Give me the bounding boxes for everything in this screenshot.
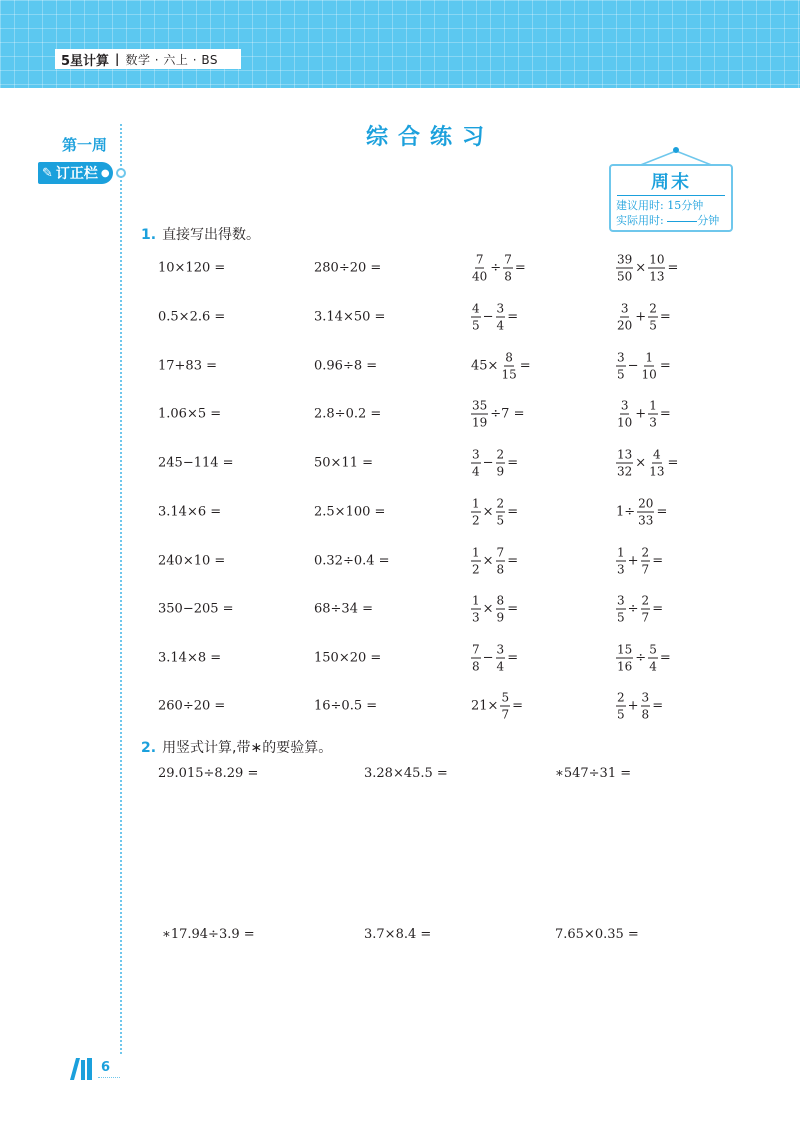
- arithmetic-problem: [470, 351, 532, 382]
- numerator: 3: [496, 301, 505, 316]
- operator: =: [659, 309, 671, 325]
- operator: =: [519, 358, 531, 374]
- operator: +: [627, 553, 639, 569]
- section2-text: 用竖式计算,带∗的要验算。: [162, 740, 333, 756]
- arithmetic-problem: [470, 497, 519, 528]
- numerator: 10: [649, 252, 665, 267]
- arithmetic-problem: [615, 351, 672, 382]
- operator: =: [656, 504, 668, 520]
- dot-icon: ●: [100, 167, 110, 179]
- arithmetic-problem: 150×20 =: [314, 650, 382, 666]
- fraction: [641, 594, 651, 625]
- operator: ×: [482, 504, 494, 520]
- numerator: 35: [472, 398, 488, 413]
- denominator: 40: [472, 269, 488, 284]
- fraction: [641, 546, 651, 577]
- numerator: 1: [645, 350, 653, 365]
- denominator: 5: [496, 513, 505, 528]
- arithmetic-problem: 0.32÷0.4 =: [314, 553, 390, 569]
- arithmetic-problem: 240×10 =: [158, 553, 226, 569]
- arithmetic-problem: 280÷20 =: [314, 260, 382, 276]
- actual-time-unit: 分钟: [697, 214, 720, 227]
- fraction: [648, 448, 665, 479]
- denominator: 5: [617, 367, 625, 382]
- numerator: 7: [504, 252, 512, 267]
- numerator: 39: [617, 252, 633, 267]
- fraction: [616, 399, 633, 430]
- arithmetic-problem: [615, 497, 668, 528]
- numerator: 7: [475, 252, 484, 267]
- arithmetic-problem: [470, 399, 525, 430]
- arithmetic-problem: [470, 691, 524, 722]
- operator: =: [512, 698, 523, 714]
- denominator: 8: [641, 707, 650, 722]
- denominator: 19: [472, 415, 488, 430]
- operator: =: [507, 455, 519, 471]
- card-divider: [617, 195, 725, 196]
- numerator: 2: [617, 690, 625, 705]
- arithmetic-problem: [615, 399, 672, 430]
- section2-number: 2.: [141, 740, 157, 756]
- arithmetic-problem: [615, 448, 679, 479]
- denominator: 8: [472, 659, 480, 674]
- fraction: [496, 546, 506, 577]
- correction-label: 订正栏: [55, 166, 98, 182]
- operator: =: [507, 650, 519, 666]
- brand-subtitle: 数学 · 六上 · BS: [125, 52, 218, 67]
- denominator: 9: [496, 464, 505, 479]
- denominator: 2: [472, 562, 480, 577]
- books-icon: [70, 1058, 96, 1080]
- operator: ×: [635, 455, 647, 471]
- divider-ring: [116, 168, 126, 178]
- arithmetic-problem: [615, 594, 664, 625]
- operator: ÷7 =: [490, 406, 525, 422]
- operator: =: [659, 406, 671, 422]
- actual-time-label: 实际用时:: [616, 214, 668, 227]
- operator: ×: [482, 553, 494, 569]
- arithmetic-problem: 260÷20 =: [158, 698, 226, 714]
- arithmetic-problem: 50×11 =: [314, 455, 374, 471]
- fraction: [616, 253, 633, 284]
- section1-number: 1.: [141, 227, 157, 243]
- fraction: [616, 448, 633, 479]
- arithmetic-problem: 2.8÷0.2 =: [314, 406, 382, 422]
- vertical-problem: ∗547÷31 =: [555, 766, 632, 781]
- fraction: [471, 594, 481, 625]
- numerator: 4: [653, 447, 661, 462]
- fraction: [500, 691, 510, 722]
- fraction: [471, 302, 481, 333]
- denominator: 3: [649, 415, 657, 430]
- numerator: 7: [472, 642, 480, 657]
- denominator: 4: [496, 659, 505, 674]
- numerator: 1: [617, 545, 625, 560]
- denominator: 20: [617, 318, 633, 333]
- denominator: 9: [496, 610, 505, 625]
- fraction: [503, 253, 513, 284]
- vertical-problem: 3.7×8.4 =: [364, 927, 432, 942]
- numerator: 1: [472, 496, 480, 511]
- arithmetic-problem: 3.14×6 =: [158, 504, 222, 520]
- numerator: 3: [617, 350, 625, 365]
- denominator: 5: [472, 318, 480, 333]
- numerator: 3: [472, 447, 480, 462]
- week-label: 第一周: [62, 136, 108, 154]
- denominator: 2: [472, 513, 480, 528]
- operator: −: [482, 650, 494, 666]
- arithmetic-problem: [470, 643, 519, 674]
- numerator: 2: [641, 593, 650, 608]
- operator: −: [482, 455, 494, 471]
- denominator: 50: [617, 269, 633, 284]
- fraction: [616, 546, 626, 577]
- arithmetic-problem: 0.96÷8 =: [314, 358, 378, 374]
- operator: =: [667, 260, 679, 276]
- fraction: [641, 351, 658, 382]
- numerator: 2: [496, 447, 505, 462]
- fraction: [637, 497, 654, 528]
- numerator: 20: [638, 496, 654, 511]
- arithmetic-problem: [470, 546, 519, 577]
- operator: ÷: [635, 650, 647, 666]
- operator: =: [514, 260, 526, 276]
- time-card: [609, 164, 733, 232]
- arithmetic-problem: [615, 253, 679, 284]
- denominator: 16: [617, 659, 633, 674]
- fraction: [500, 351, 517, 382]
- fraction: [616, 691, 626, 722]
- brand-separator: |: [115, 52, 120, 66]
- operator: =: [659, 650, 671, 666]
- fraction: [471, 253, 488, 284]
- arithmetic-problem: 17+83 =: [158, 358, 218, 374]
- operator: =: [667, 455, 679, 471]
- numerator: 3: [641, 690, 650, 705]
- fraction: [496, 448, 506, 479]
- operator: =: [507, 504, 519, 520]
- fraction: [471, 643, 481, 674]
- denominator: 5: [617, 610, 625, 625]
- denominator: 4: [496, 318, 505, 333]
- fraction: [616, 302, 633, 333]
- denominator: 5: [617, 707, 625, 722]
- section1-text: 直接写出得数。: [162, 227, 261, 243]
- fraction: [496, 643, 506, 674]
- suggested-time: 建议用时: 15分钟: [616, 199, 704, 212]
- operator: =: [507, 553, 519, 569]
- denominator: 15: [501, 367, 517, 382]
- vertical-problem: 3.28×45.5 =: [364, 766, 448, 781]
- denominator: 33: [638, 513, 654, 528]
- fraction: [648, 399, 658, 430]
- brand-name: 5星计算: [61, 53, 110, 69]
- operator: =: [652, 601, 664, 617]
- denominator: 4: [472, 464, 480, 479]
- arithmetic-problem: 10×120 =: [158, 260, 226, 276]
- arithmetic-problem: 16÷0.5 =: [314, 698, 378, 714]
- operator: −: [482, 309, 494, 325]
- fraction: [648, 302, 658, 333]
- operator: =: [652, 698, 664, 714]
- operator: =: [652, 553, 664, 569]
- numerator: 5: [501, 690, 510, 705]
- vertical-problem: 7.65×0.35 =: [555, 927, 639, 942]
- operator: 45×: [471, 358, 499, 374]
- fraction: [616, 351, 626, 382]
- numerator: 1: [472, 593, 480, 608]
- operator: =: [659, 358, 671, 374]
- numerator: 4: [472, 301, 480, 316]
- operator: 21×: [471, 698, 499, 714]
- brand-label: [55, 49, 241, 69]
- numerator: 5: [649, 642, 657, 657]
- actual-time-blank[interactable]: [667, 221, 697, 222]
- numerator: 3: [620, 398, 629, 413]
- fraction: [648, 643, 658, 674]
- denominator: 7: [641, 610, 650, 625]
- fraction: [471, 448, 481, 479]
- numerator: 2: [641, 545, 650, 560]
- denominator: 3: [617, 562, 625, 577]
- pencil-icon: ✎: [42, 165, 53, 181]
- operator: +: [635, 309, 647, 325]
- operator: +: [635, 406, 647, 422]
- page-number: 6: [101, 1060, 111, 1075]
- section1-heading: [141, 224, 260, 244]
- vertical-problem: ∗17.94÷3.9 =: [162, 927, 255, 942]
- operator: ×: [635, 260, 647, 276]
- operator: ÷: [490, 260, 502, 276]
- denominator: 8: [496, 562, 505, 577]
- numerator: 1: [649, 398, 657, 413]
- fraction: [648, 253, 665, 284]
- correction-divider: [120, 124, 122, 1054]
- actual-time: [611, 213, 731, 228]
- operator: ÷: [627, 601, 639, 617]
- arithmetic-problem: [470, 594, 519, 625]
- fraction: [496, 302, 506, 333]
- operator: ×: [482, 601, 494, 617]
- denominator: 4: [649, 659, 657, 674]
- numerator: 7: [496, 545, 505, 560]
- operator: 1÷: [616, 504, 636, 520]
- header-band: [0, 0, 800, 88]
- arithmetic-problem: [470, 448, 519, 479]
- arithmetic-problem: 3.14×50 =: [314, 309, 386, 325]
- arithmetic-problem: [615, 546, 664, 577]
- numerator: 2: [649, 301, 657, 316]
- arithmetic-problem: [615, 302, 672, 333]
- page-title: 综合练习: [365, 125, 494, 150]
- denominator: 10: [617, 415, 633, 430]
- numerator: 3: [620, 301, 629, 316]
- section2-heading: [141, 737, 332, 757]
- denominator: 32: [617, 464, 633, 479]
- numerator: 1: [472, 545, 480, 560]
- fraction: [471, 497, 481, 528]
- fraction: [496, 594, 506, 625]
- page-number-underline: [98, 1077, 120, 1078]
- arithmetic-problem: 1.06×5 =: [158, 406, 222, 422]
- numerator: 8: [505, 350, 513, 365]
- vertical-problem: 29.015÷8.29 =: [158, 766, 259, 781]
- operator: +: [627, 698, 639, 714]
- arithmetic-problem: 68÷34 =: [314, 601, 374, 617]
- fraction: [471, 546, 481, 577]
- numerator: 8: [496, 593, 505, 608]
- numerator: 3: [617, 593, 625, 608]
- fraction: [616, 643, 633, 674]
- denominator: 7: [641, 562, 650, 577]
- fraction: [616, 594, 626, 625]
- correction-column-tag: [38, 162, 113, 184]
- denominator: 7: [501, 707, 510, 722]
- arithmetic-problem: 0.5×2.6 =: [158, 309, 226, 325]
- denominator: 10: [641, 367, 657, 382]
- arithmetic-problem: [615, 643, 672, 674]
- arithmetic-problem: 245−114 =: [158, 455, 234, 471]
- denominator: 5: [649, 318, 657, 333]
- numerator: 13: [617, 447, 633, 462]
- arithmetic-problem: 3.14×8 =: [158, 650, 222, 666]
- numerator: 15: [617, 642, 633, 657]
- arithmetic-problem: [470, 302, 519, 333]
- operator: =: [507, 309, 519, 325]
- operator: =: [507, 601, 519, 617]
- fraction: [496, 497, 506, 528]
- card-title: 周末: [651, 172, 691, 193]
- operator: −: [627, 358, 639, 374]
- denominator: 13: [649, 269, 665, 284]
- fraction: [471, 399, 488, 430]
- arithmetic-problem: [470, 253, 527, 284]
- arithmetic-problem: [615, 691, 664, 722]
- fraction: [641, 691, 651, 722]
- denominator: 3: [472, 610, 480, 625]
- arithmetic-problem: 2.5×100 =: [314, 504, 386, 520]
- arithmetic-problem: 350−205 =: [158, 601, 234, 617]
- denominator: 8: [504, 269, 512, 284]
- numerator: 2: [496, 496, 505, 511]
- denominator: 13: [649, 464, 665, 479]
- numerator: 3: [496, 642, 505, 657]
